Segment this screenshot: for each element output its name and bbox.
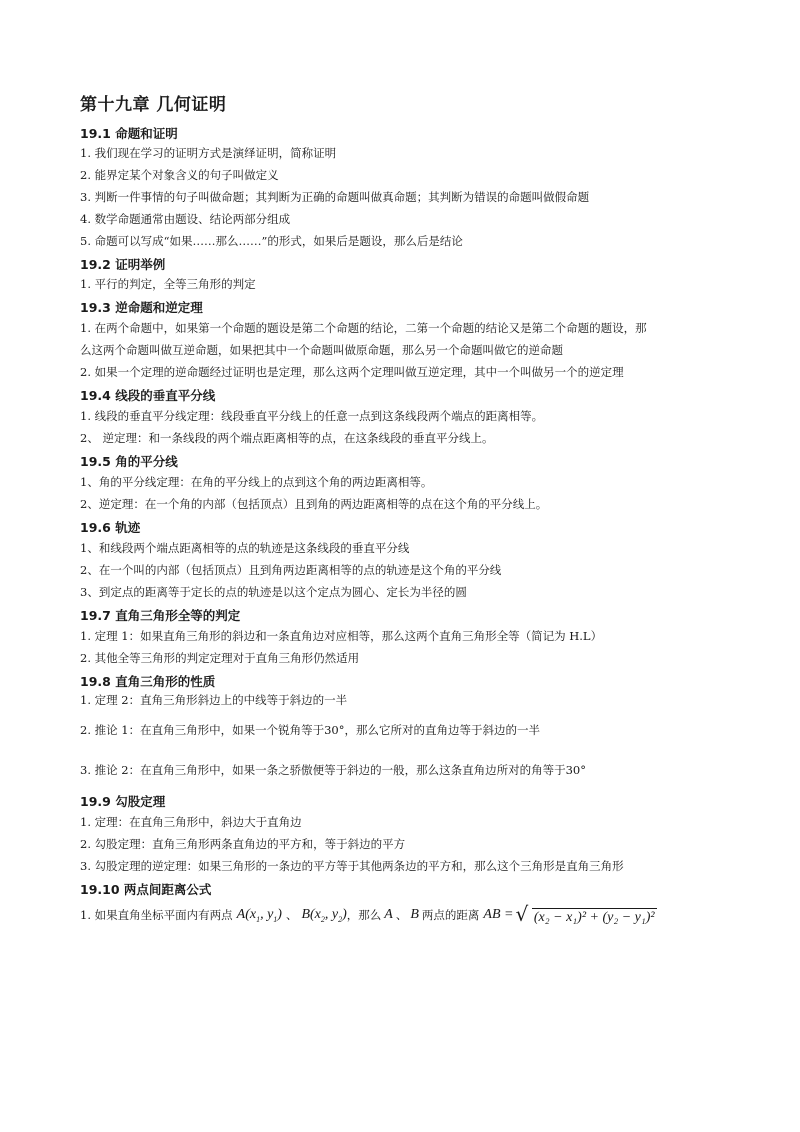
list-item: 3. 推论 2：在直角三角形中，如果一条之骄傲便等于斜边的一般，那么这条直角边所对的角等于30° [80, 763, 586, 777]
list-item: 2. 能界定某个对象含义的句子叫做定义 [80, 168, 279, 182]
list-item: 2、逆定理：在一个角的内部（包括顶点）且到角的两边距离相等的点在这个角的平分线上。 [80, 497, 548, 511]
section-heading: 19.5 角的平分线 [80, 454, 178, 469]
list-item: 5. 命题可以写成“如果……那么……”的形式，如果后是题设，那么后是结论 [80, 234, 463, 248]
section-heading: 19.7 直角三角形全等的判定 [80, 608, 241, 623]
formula-mid-text: ，那么 [346, 908, 382, 922]
section-heading: 19.6 轨迹 [80, 520, 141, 535]
list-item: 1. 我们现在学习的证明方式是演绎证明，简称证明 [80, 146, 337, 160]
radicand: (x₂ − x₁)² + (y₂ − y₁)² [533, 910, 655, 925]
section-heading: 19.9 勾股定理 [80, 794, 166, 809]
list-item: 2、在一个叫的内部（包括顶点）且到角两边距离相等的点的轨迹是这个角的平分线 [80, 563, 502, 577]
list-item: 2. 推论 1：在直角三角形中，如果一个锐角等于30°，那么它所对的直角边等于斜边的一半 [80, 723, 540, 737]
formula-prefix: 1. 如果直角坐标平面内有两点 [80, 908, 233, 922]
list-item: 1. 线段的垂直平分线定理：线段垂直平分线上的任意一点到这条线段两个端点的距离相等。 [80, 409, 544, 423]
section-heading: 19.8 直角三角形的性质 [80, 674, 216, 689]
list-item: 1. 平行的判定，全等三角形的判定 [80, 277, 256, 291]
separator: 、 [395, 908, 408, 922]
list-item-continuation: 么这两个命题叫做互逆命题，如果把其中一个命题叫做原命题，那么另一个命题叫做它的逆命题 [80, 343, 563, 357]
list-item: 2. 勾股定理：直角三角形两条直角边的平方和，等于斜边的平方 [80, 837, 406, 851]
list-item: 3. 判断一件事情的句子叫做命题；其判断为正确的命题叫做真命题；其判断为错误的命题叫做假命题 [80, 190, 590, 204]
section-heading: 19.1 命题和证明 [80, 126, 178, 141]
chapter-title: 第十九章 几何证明 [80, 95, 227, 115]
list-item: 1. 在两个命题中，如果第一个命题的题设是第二个命题的结论，二第一个命题的结论又是第二个命题的题设，那 [80, 321, 647, 335]
section-heading: 19.3 逆命题和逆定理 [80, 300, 203, 315]
distance-formula-line [80, 904, 657, 926]
list-item: 4. 数学命题通常由题设、结论两部分组成 [80, 212, 291, 226]
list-item: 3. 勾股定理的逆定理：如果三角形的一条边的平方等于其他两条边的平方和，那么这个三角形是直角三角形 [80, 859, 624, 873]
list-item: 1. 定理：在直角三角形中，斜边大于直角边 [80, 815, 302, 829]
label-a: A [384, 907, 393, 922]
list-item: 3、到定点的距离等于定长的点的轨迹是以这个定点为圆心、定长为半径的圆 [80, 585, 467, 599]
list-item: 1、和线段两个端点距离相等的点的轨迹是这条线段的垂直平分线 [80, 541, 410, 555]
point-a: $A(x_1$, $y_1$) [236, 906, 282, 924]
section-heading: 19.2 证明举例 [80, 257, 166, 272]
label-b: B [410, 907, 419, 922]
radical-sign-icon: √ [515, 902, 529, 926]
label-ab: AB = [483, 907, 514, 922]
square-root [515, 904, 656, 926]
list-item: 1、角的平分线定理：在角的平分线上的点到这个角的两边距离相等。 [80, 475, 433, 489]
formula-tail-text: 两点的距离 [421, 908, 480, 922]
section-heading: 19.4 线段的垂直平分线 [80, 388, 216, 403]
section-heading: 19.10 两点间距离公式 [80, 882, 212, 897]
separator: 、 [285, 908, 298, 922]
list-item: 2、 逆定理：和一条线段的两个端点距离相等的点，在这条线段的垂直平分线上。 [80, 431, 494, 445]
list-item: 2. 其他全等三角形的判定定理对于直角三角形仍然适用 [80, 651, 360, 665]
list-item: 1. 定理 2：直角三角形斜边上的中线等于斜边的一半 [80, 693, 348, 707]
point-b: $B(x_2$, $y_2$) [301, 906, 347, 924]
list-item: 1. 定理 1：如果直角三角形的斜边和一条直角边对应相等，那么这两个直角三角形全等（简记为 H.L） [80, 629, 603, 643]
list-item: 2. 如果一个定理的逆命题经过证明也是定理，那么这两个定理叫做互逆定理，其中一个叫做另一个的逆定理 [80, 365, 624, 379]
